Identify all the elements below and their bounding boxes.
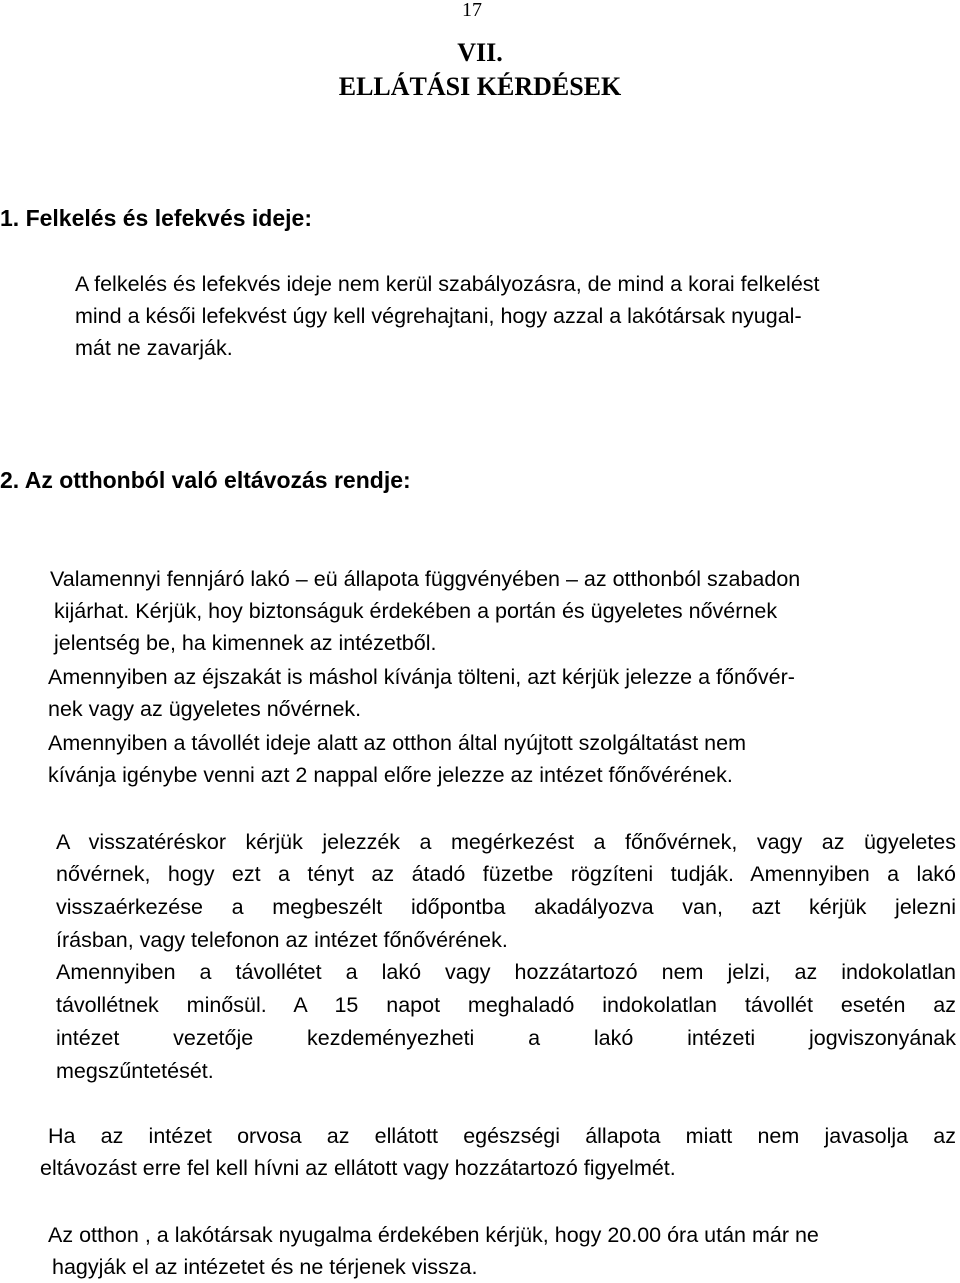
section-1-line: mát ne zavarják. bbox=[75, 336, 233, 360]
section-2-line: írásban, vagy telefonon az intézet főnővérének. bbox=[56, 928, 508, 952]
section-2-line: Amennyiben a távollét ideje alatt az otthon által nyújtott szolgáltatást nem bbox=[48, 731, 746, 755]
section-2-line: Ha az intézet orvosa az ellátott egészségi állapota miatt nem javasolja az bbox=[48, 1124, 956, 1148]
section-2-line: A visszatéréskor kérjük jelezzék a megérkezést a főnővérnek, vagy az ügyeletes bbox=[56, 830, 956, 854]
section-2-line: intézet vezetője kezdeményezheti a lakó intézeti jogviszonyának bbox=[56, 1026, 956, 1050]
section-1-heading: 1. Felkelés és lefekvés ideje: bbox=[0, 205, 312, 231]
section-2-line: nek vagy az ügyeletes nővérnek. bbox=[48, 697, 362, 721]
chapter-title: ELLÁTÁSI KÉRDÉSEK bbox=[338, 72, 622, 101]
section-2-line: kívánja igénybe venni azt 2 nappal előre jelezze az intézet főnővérének. bbox=[48, 763, 733, 787]
section-2-line: kijárhat. Kérjük, hoy biztonságuk érdekében a portán és ügyeletes nővérnek bbox=[54, 599, 778, 623]
section-2-line: Amennyiben az éjszakát is máshol kívánja tölteni, azt kérjük jelezze a főnővér- bbox=[48, 665, 795, 689]
section-2-line: Az otthon , a lakótársak nyugalma érdekében kérjük, hogy 20.00 óra után már ne bbox=[48, 1223, 819, 1247]
section-2-line: Amennyiben a távollétet a lakó vagy hozzátartozó nem jelzi, az indokolatlan bbox=[56, 960, 956, 984]
page-number: 17 bbox=[462, 0, 482, 21]
section-2-heading: 2. Az otthonból való eltávozás rendje: bbox=[0, 467, 411, 493]
chapter-number: VII. bbox=[457, 38, 503, 67]
section-2-line: távollétnek minősül. A 15 napot meghaladó indokolatlan távollét esetén az bbox=[56, 993, 956, 1017]
section-2-line: megszűntetését. bbox=[56, 1059, 214, 1083]
section-2-line: hagyják el az intézetet és ne térjenek vissza. bbox=[52, 1255, 478, 1279]
section-2-line: visszaérkezése a megbeszélt időpontba akadályozva van, azt kérjük jelezni bbox=[56, 895, 956, 919]
section-2-line: eltávozást erre fel kell hívni az ellátott vagy hozzátartozó figyelmét. bbox=[40, 1156, 676, 1180]
section-2-line: nővérnek, hogy ezt a tényt az átadó füzetbe rögzíteni tudják. Amennyiben a lakó bbox=[56, 862, 956, 886]
section-2-line: jelentség be, ha kimennek az intézetből. bbox=[54, 631, 437, 655]
section-1-line: mind a késői lefekvést úgy kell végrehajtani, hogy azzal a lakótársak nyugal- bbox=[75, 304, 802, 328]
section-2-line: Valamennyi fennjáró lakó – eü állapota függvényében – az otthonból szabadon bbox=[50, 567, 801, 591]
section-1-line: A felkelés és lefekvés ideje nem kerül szabályozásra, de mind a korai felkelést bbox=[75, 272, 820, 296]
